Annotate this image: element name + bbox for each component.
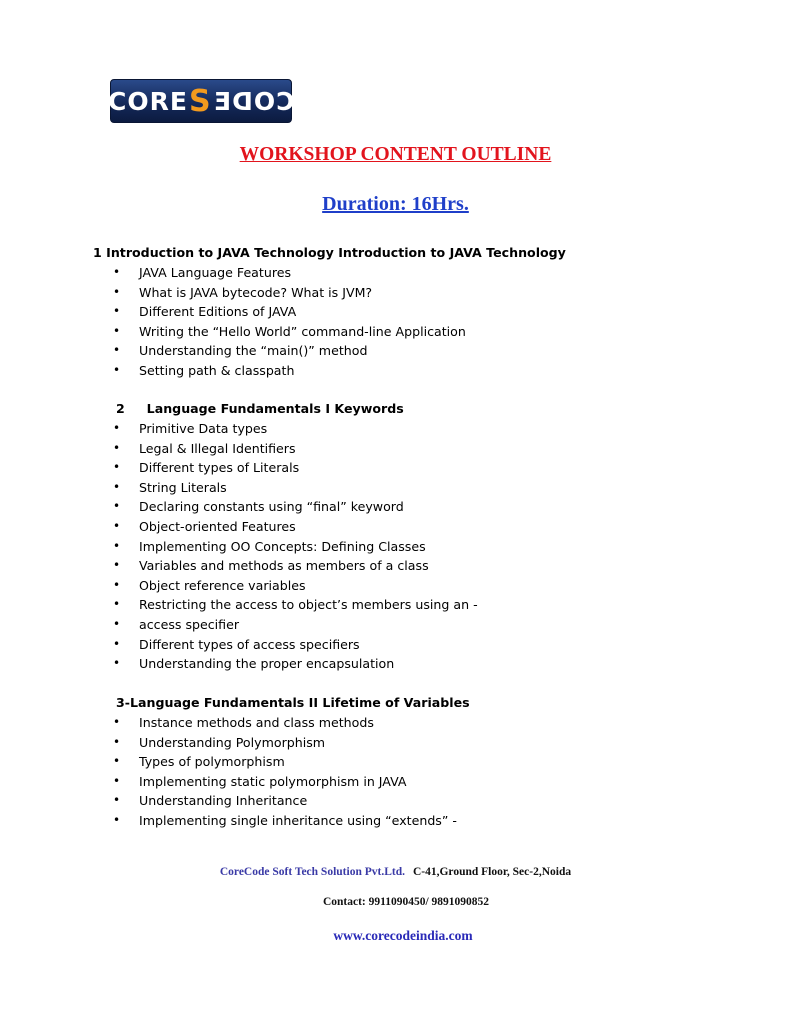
- list-item: • Understanding the proper encapsulation: [113, 654, 478, 674]
- section-3-list: [113, 713, 457, 831]
- bullet-icon: •: [113, 754, 121, 769]
- list-item: • Restricting the access to object’s members using an -: [113, 595, 478, 615]
- bullet-icon: •: [113, 793, 121, 808]
- list-item: • Understanding Polymorphism: [113, 733, 457, 753]
- list-item: • Setting path & classpath: [113, 361, 466, 381]
- list-item: • Object reference variables: [113, 576, 478, 596]
- bullet-icon: •: [113, 499, 121, 514]
- list-item: • Understanding Inheritance: [113, 791, 457, 811]
- bullet-icon: •: [113, 323, 121, 338]
- bullet-icon: •: [113, 421, 121, 435]
- bullet-icon: •: [113, 304, 121, 319]
- bullet-icon: •: [113, 616, 121, 631]
- list-item: • Declaring constants using “final” keyword: [113, 497, 478, 517]
- list-item: • Understanding the “main()” method: [113, 341, 466, 361]
- footer-website-link[interactable]: www.corecodeindia.com: [333, 928, 473, 943]
- list-item: • Legal & Illegal Identifiers: [113, 439, 478, 459]
- logo-text-left: CORE: [108, 86, 188, 116]
- bullet-icon: •: [113, 656, 121, 671]
- company-address: C-41,Ground Floor, Sec-2,Noida: [412, 866, 572, 878]
- list-item: • String Literals: [113, 478, 478, 498]
- list-item: • What is JAVA bytecode? What is JVM?: [113, 283, 466, 303]
- section-3-heading: 3-Language Fundamentals II Lifetime of Variables: [116, 695, 470, 710]
- bullet-icon: •: [113, 773, 121, 788]
- section-1-list: [113, 263, 466, 381]
- bullet-icon: •: [113, 715, 121, 729]
- section-2-heading: 2 Language Fundamentals I Keywords: [116, 401, 404, 416]
- bullet-icon: •: [113, 597, 121, 612]
- bullet-icon: •: [113, 343, 121, 358]
- corecode-logo: [110, 79, 292, 123]
- document-title: WORKSHOP CONTENT OUTLINE: [239, 144, 552, 165]
- list-item: • Primitive Data types: [113, 419, 478, 439]
- list-item: • Types of polymorphism: [113, 752, 457, 772]
- bullet-icon: •: [113, 812, 121, 827]
- list-item: • access specifier: [113, 615, 478, 635]
- bullet-icon: •: [113, 636, 121, 651]
- section-1-heading: 1 Introduction to JAVA Technology Introduction to JAVA Technology: [93, 245, 566, 260]
- footer-contact: Contact: 9911090450/ 9891090852: [322, 896, 490, 908]
- list-item: • Different types of Literals: [113, 458, 478, 478]
- logo-s-mark: S: [188, 83, 212, 119]
- bullet-icon: •: [113, 284, 121, 299]
- footer-company-line: [0, 866, 791, 878]
- bullet-icon: •: [113, 558, 121, 573]
- company-name: CoreCode Soft Tech Solution Pvt.Ltd.: [219, 866, 405, 878]
- logo-text-right: CODE: [212, 86, 294, 116]
- list-item: • Different Editions of JAVA: [113, 302, 466, 322]
- bullet-icon: •: [113, 734, 121, 749]
- list-item: • Object-oriented Features: [113, 517, 478, 537]
- bullet-icon: •: [113, 577, 121, 592]
- bullet-icon: •: [113, 265, 121, 279]
- list-item: • Writing the “Hello World” command-line Application: [113, 322, 466, 342]
- duration-heading: Duration: 16Hrs.: [322, 193, 469, 215]
- bullet-icon: •: [113, 440, 121, 455]
- bullet-icon: •: [113, 460, 121, 475]
- list-item: • Instance methods and class methods: [113, 713, 457, 733]
- bullet-icon: •: [113, 479, 121, 494]
- list-item: • Implementing OO Concepts: Defining Classes: [113, 537, 478, 557]
- bullet-icon: •: [113, 538, 121, 553]
- section-2-list: [113, 419, 478, 674]
- bullet-icon: •: [113, 518, 121, 533]
- bullet-icon: •: [113, 362, 121, 377]
- list-item: • Implementing static polymorphism in JAVA: [113, 772, 457, 792]
- list-item: • Implementing single inheritance using “extends” -: [113, 811, 457, 831]
- list-item: • JAVA Language Features: [113, 263, 466, 283]
- list-item: • Different types of access specifiers: [113, 635, 478, 655]
- list-item: • Variables and methods as members of a class: [113, 556, 478, 576]
